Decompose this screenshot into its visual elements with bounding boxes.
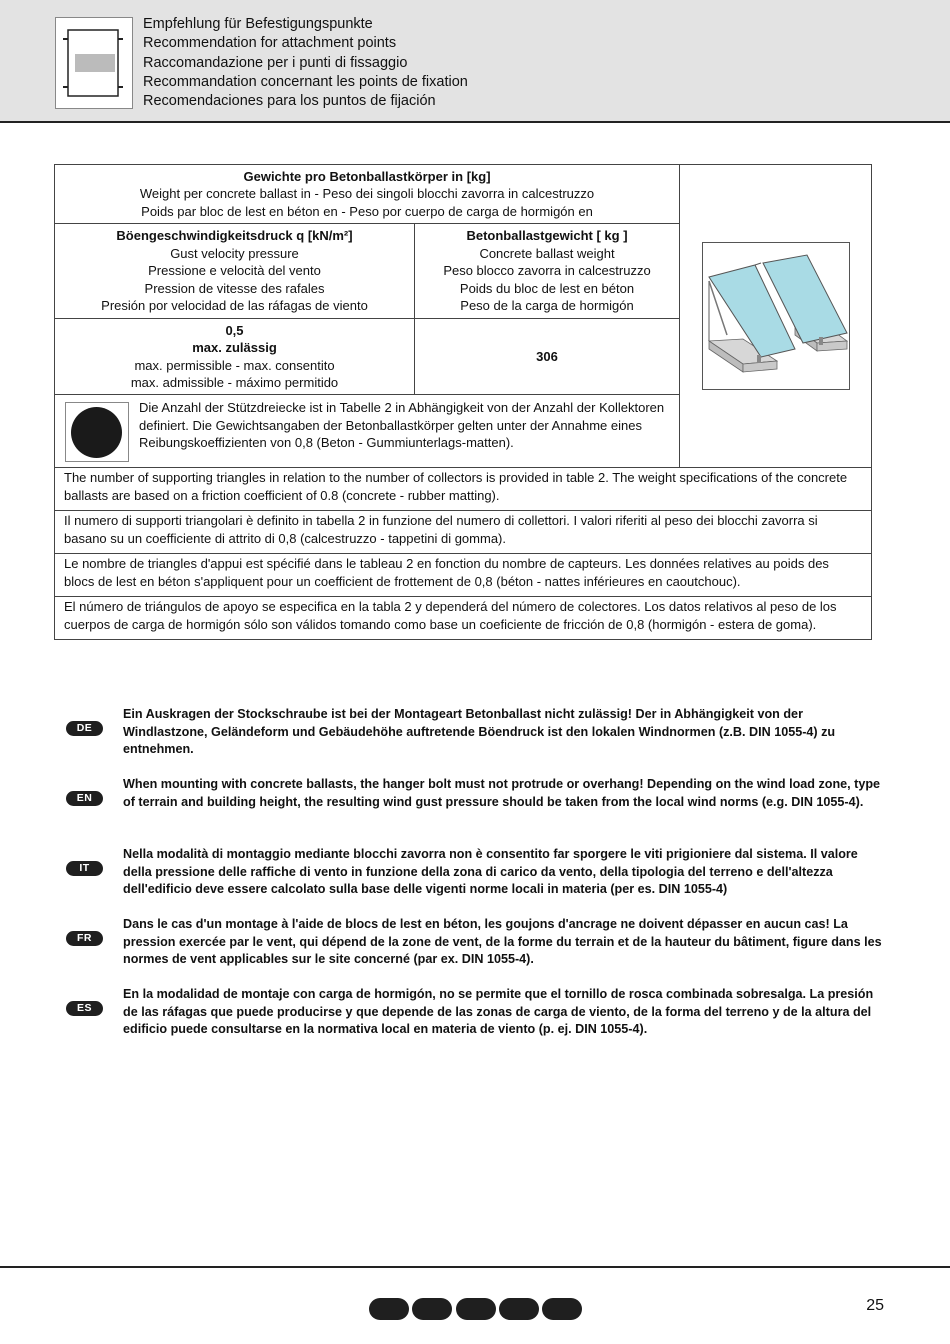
language-text-de: Ein Auskragen der Stockschraube ist bei der Montageart Betonballast nicht zulässig! Der in Abhängigkeit von der Windlastzone, Geländeform und Gebäudehöhe auftretende Böendruck ist den lokalen Windnormen (z.B. DIN 1055-4) zu entnehmen. [123, 707, 836, 756]
note-it-cell [55, 511, 872, 554]
pressure-header-line: Pression de vitesse des rafales [144, 280, 325, 296]
language-text-en: When mounting with concrete ballasts, the hanger bolt must not protrude or overhang! Depending on the wind load zone, type of terrain and building height, the resulting wind gust pressure should be taken from the local wind norms (e.g. DIN 1055-4). [123, 777, 881, 809]
header-title-fr: Recommandation concernant les points de fixation [143, 73, 468, 90]
note-fr-cell [55, 554, 872, 597]
weight-header: Betonballastgewicht [ kg ] [466, 228, 628, 244]
language-badge-de: DE [66, 721, 103, 736]
pressure-header-cell [55, 224, 415, 319]
language-badge-it: IT [66, 861, 103, 876]
header-titles [143, 15, 468, 111]
header-title-de: Empfehlung für Befestigungspunkte [143, 16, 373, 32]
language-text-fr: Dans le cas d'un montage à l'aide de blocs de lest en béton, les goujons d'ancrage ne doivent dépasser en aucun cas! La pression exercée par le vent, qui dépend de la zone de vent, de la forme du terrain et de la hauteur du bâtiment, figure dans les normes de vent applicables sur le site concerné (par ex. DIN 1055-4). [123, 917, 882, 966]
footer-pill [499, 1298, 539, 1320]
note-de: Die Anzahl der Stützdreiecke ist in Tabelle 2 in Abhängigkeit von der Anzahl der Kollektoren definiert. Die Gewichtsangaben der Betonballastkörper gelten unter der Annahme eines Reibungskoeffizienten von 0,8 (Beton - Gummiunterlags-matten). [139, 400, 665, 450]
header-title-es: Recomendaciones para los puntos de fijación [143, 93, 436, 110]
allowed-label-line: max. permissible - max. consentito [134, 357, 335, 373]
page-header [0, 0, 950, 123]
language-badge-es: ES [66, 1001, 103, 1016]
note-es-cell [55, 597, 872, 640]
allowed-label-line: max. admissible - máximo permitido [130, 375, 339, 390]
table-title: Gewichte pro Betonballastkörper in [kg] [243, 168, 491, 184]
pressure-value-cell [55, 319, 415, 395]
ballast-weight-table [54, 164, 872, 640]
note-fr: Le nombre de triangles d'appui est spécifié dans le tableau 2 en fonction du nombre de capteurs. Les données relatives au poids des blocs de lest en béton s'appliquent pour un coefficient de frottement de 0,8 (béton - nattes inférieures en caoutchouc). [64, 556, 829, 589]
footer-divider [0, 1266, 950, 1268]
weight-header-line: Peso de la carga de hormigón [460, 298, 634, 314]
pressure-header-line: Pressione e velocità del vento [148, 263, 321, 279]
table-title-cell [55, 165, 680, 224]
language-badge-fr: FR [66, 931, 103, 946]
header-title-it: Raccomandazione per i punti di fissaggio [143, 54, 408, 71]
language-text-es: En la modalidad de montaje con carga de hormigón, no se permite que el tornillo de rosca combinada sobresalga. La presión de las ráfagas que puede producirse y que depende de las zonas de carga de viento, de la forma del terreno y de la altura del edificio puede consultarse en la normativa local en materia de viento (p. ej. DIN 1055-4). [123, 987, 874, 1036]
weight-header-line: Peso blocco zavorra in calcestruzzo [443, 263, 651, 279]
note-de-cell [55, 395, 680, 468]
pressure-header: Böengeschwindigkeitsdruck q [kN/m²] [116, 228, 353, 244]
language-text-it: Nella modalità di montaggio mediante blocchi zavorra non è consentito far sporgere le viti prigioniere dal sistema. Il valore della pressione delle raffiche di vento in funzione della zona di carico da vento, della tipologia del terreno e dell'altezza dell'edificio deve essere calcolato sulla base delle vigenti norme locali in materia (per es. DIN 1055-4) [123, 847, 858, 896]
installation-image-cell [680, 165, 872, 468]
weight-header-line: Poids du bloc de lest en béton [459, 280, 635, 296]
note-it: Il numero di supporti triangolari è definito in tabella 2 in funzione del numero di collettori. I valori riferiti al peso dei blocchi zavorra si basano su un coefficiente di attrito di 0,8 (calcestruzzo - tappetini di gomma). [64, 513, 818, 546]
note-en: The number of supporting triangles in relation to the number of collectors is provided in table 2. The weight specifications of the concrete ballasts are based on a friction coefficient of 0.8 (concrete - rubber matting). [64, 470, 848, 503]
page-layout-icon [55, 17, 133, 109]
weight-value: 306 [536, 348, 558, 364]
table-title-line: Weight per concrete ballast in - Peso dei singoli blocchi zavorra in calcestruzzo [139, 186, 595, 202]
weight-header-line: Concrete ballast weight [479, 245, 615, 261]
page-number: 25 [866, 1297, 884, 1314]
pressure-header-line: Presión por velocidad de las ráfagas de viento [101, 298, 368, 314]
footer-pill [542, 1298, 582, 1320]
pressure-header-line: Gust velocity pressure [170, 245, 299, 261]
weight-value-cell [415, 319, 680, 395]
note-es: El número de triángulos de apoyo se especifica en la tabla 2 y dependerá del número de colectores. Los datos relativos al peso de los cuerpos de carga de hormigón sólo son válidos tomando como base un coeficiente de fricción de 0,8 (hormigón - estera de goma). [64, 599, 837, 632]
note-en-cell [55, 468, 872, 511]
language-badge-en: EN [66, 791, 103, 806]
table-title-line: Poids par bloc de lest en béton en - Peso por cuerpo de carga de hormigón en [141, 203, 593, 219]
footer-pill [412, 1298, 452, 1320]
allowed-label: max. zulässig [192, 340, 277, 355]
solar-collector-ballast-image [702, 242, 850, 390]
footer-pill [456, 1298, 496, 1320]
weight-header-cell [415, 224, 680, 319]
header-title-en: Recommendation for attachment points [143, 35, 397, 52]
info-dot-icon [65, 402, 129, 462]
footer-pill [369, 1298, 409, 1320]
pressure-value: 0,5 [225, 322, 244, 338]
